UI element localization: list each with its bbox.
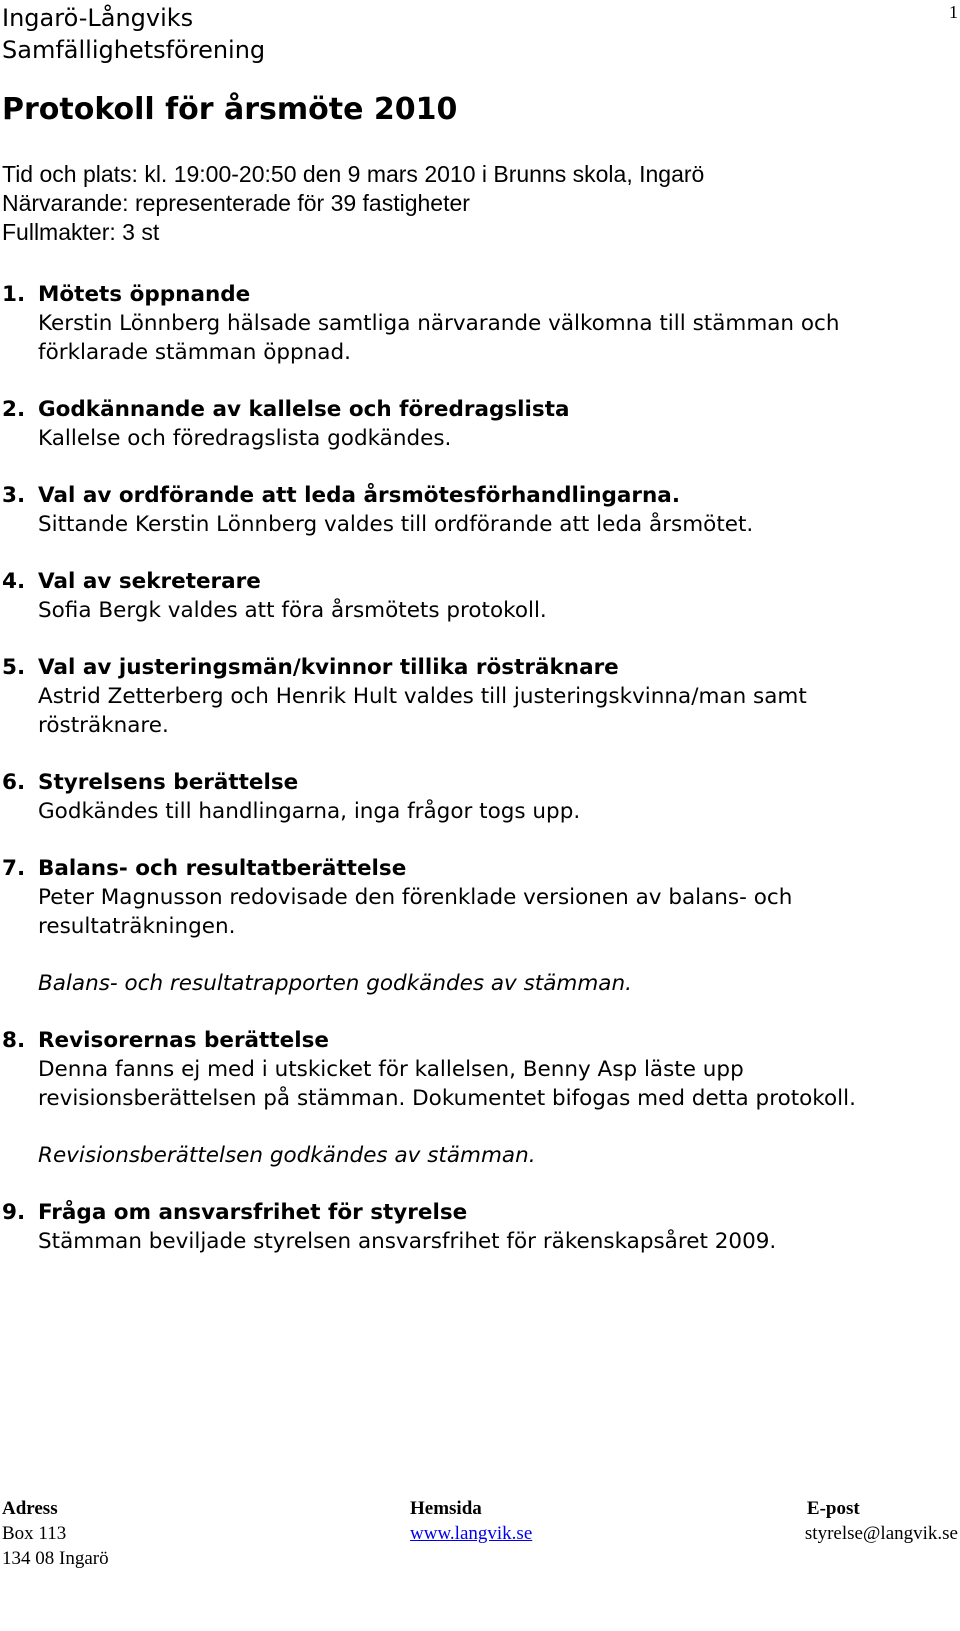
item-number: 2. bbox=[2, 397, 26, 422]
item-text: Sofia Bergk valdes att föra årsmötets protokoll. bbox=[38, 598, 547, 623]
item-title: Val av justeringsmän/kvinnor tillika rösträknare bbox=[38, 655, 619, 680]
meta-proxies: Fullmakter: 3 st bbox=[2, 219, 160, 245]
item-number: 5. bbox=[2, 655, 26, 680]
item-title: Revisorernas berättelse bbox=[38, 1028, 329, 1053]
item-text: Kerstin Lönnberg hälsade samtliga närvarande välkomna till stämman och förklarade stämman öppnad. bbox=[38, 311, 840, 365]
meta-attendees: Närvarande: representerade för 39 fastigheter bbox=[2, 190, 470, 216]
agenda-item-7 bbox=[2, 854, 932, 998]
item-number: 7. bbox=[2, 856, 26, 881]
footer-address-line1: Box 113 bbox=[2, 1523, 67, 1544]
agenda-item-6 bbox=[2, 768, 932, 826]
homepage-link[interactable]: www.langvik.se bbox=[410, 1523, 533, 1544]
item-title: Balans- och resultatberättelse bbox=[38, 856, 407, 881]
agenda-item-5 bbox=[2, 653, 932, 740]
item-decision-note: Balans- och resultatrapporten godkändes av stämman. bbox=[38, 971, 632, 996]
agenda-items bbox=[2, 280, 932, 1256]
item-title: Val av sekreterare bbox=[38, 569, 261, 594]
meeting-meta bbox=[2, 160, 704, 247]
agenda-item-3 bbox=[2, 481, 932, 539]
footer-homepage bbox=[410, 1496, 532, 1546]
item-number: 6. bbox=[2, 770, 26, 795]
footer-email-label: E-post bbox=[806, 1498, 860, 1519]
agenda-item-9 bbox=[2, 1198, 932, 1256]
item-title: Val av ordförande att leda årsmötesförhandlingarna. bbox=[38, 483, 680, 508]
organization-name-line1: Ingarö-Långviks bbox=[2, 4, 194, 32]
item-text: Peter Magnusson redovisade den förenklade versionen av balans- och resultaträkningen. bbox=[38, 885, 793, 939]
item-title: Godkännande av kallelse och föredragslista bbox=[38, 397, 570, 422]
agenda-item-1 bbox=[2, 280, 932, 367]
item-title: Mötets öppnande bbox=[38, 282, 251, 307]
item-number: 8. bbox=[2, 1028, 26, 1053]
item-number: 4. bbox=[2, 569, 26, 594]
item-text: Kallelse och föredragslista godkändes. bbox=[38, 426, 452, 451]
footer-address-line2: 134 08 Ingarö bbox=[2, 1548, 109, 1569]
agenda-item-8 bbox=[2, 1026, 932, 1170]
document-title: Protokoll för årsmöte 2010 bbox=[2, 92, 458, 127]
item-text: Sittande Kerstin Lönnberg valdes till ordförande att leda årsmötet. bbox=[38, 512, 754, 537]
item-title: Fråga om ansvarsfrihet för styrelse bbox=[38, 1200, 468, 1225]
item-number: 9. bbox=[2, 1200, 26, 1225]
footer-homepage-label: Hemsida bbox=[410, 1498, 482, 1519]
item-text: Godkändes till handlingarna, inga frågor togs upp. bbox=[38, 799, 581, 824]
footer-address-label: Adress bbox=[2, 1498, 58, 1519]
email-address: styrelse@langvik.se bbox=[804, 1523, 958, 1544]
item-text: Astrid Zetterberg och Henrik Hult valdes till justeringskvinna/man samt rösträknare. bbox=[38, 684, 807, 738]
agenda-item-4 bbox=[2, 567, 932, 625]
item-decision-note: Revisionsberättelsen godkändes av stämman. bbox=[38, 1143, 536, 1168]
item-number: 1. bbox=[2, 282, 26, 307]
meta-time-place: Tid och plats: kl. 19:00-20:50 den 9 mars 2010 i Brunns skola, Ingarö bbox=[2, 161, 705, 187]
organization-name bbox=[2, 2, 265, 66]
page-number: 1 bbox=[949, 2, 958, 22]
item-text: Stämman beviljade styrelsen ansvarsfrihet för räkenskapsåret 2009. bbox=[38, 1229, 777, 1254]
agenda-item-2 bbox=[2, 395, 932, 453]
item-title: Styrelsens berättelse bbox=[38, 770, 299, 795]
item-text: Denna fanns ej med i utskicket för kallelsen, Benny Asp läste upp revisionsberättelsen på stämman. Dokumentet bifogas med detta protokoll. bbox=[38, 1057, 856, 1111]
footer-email bbox=[805, 1496, 958, 1546]
footer-address bbox=[2, 1496, 109, 1571]
item-number: 3. bbox=[2, 483, 26, 508]
organization-name-line2: Samfällighetsförening bbox=[2, 36, 266, 64]
